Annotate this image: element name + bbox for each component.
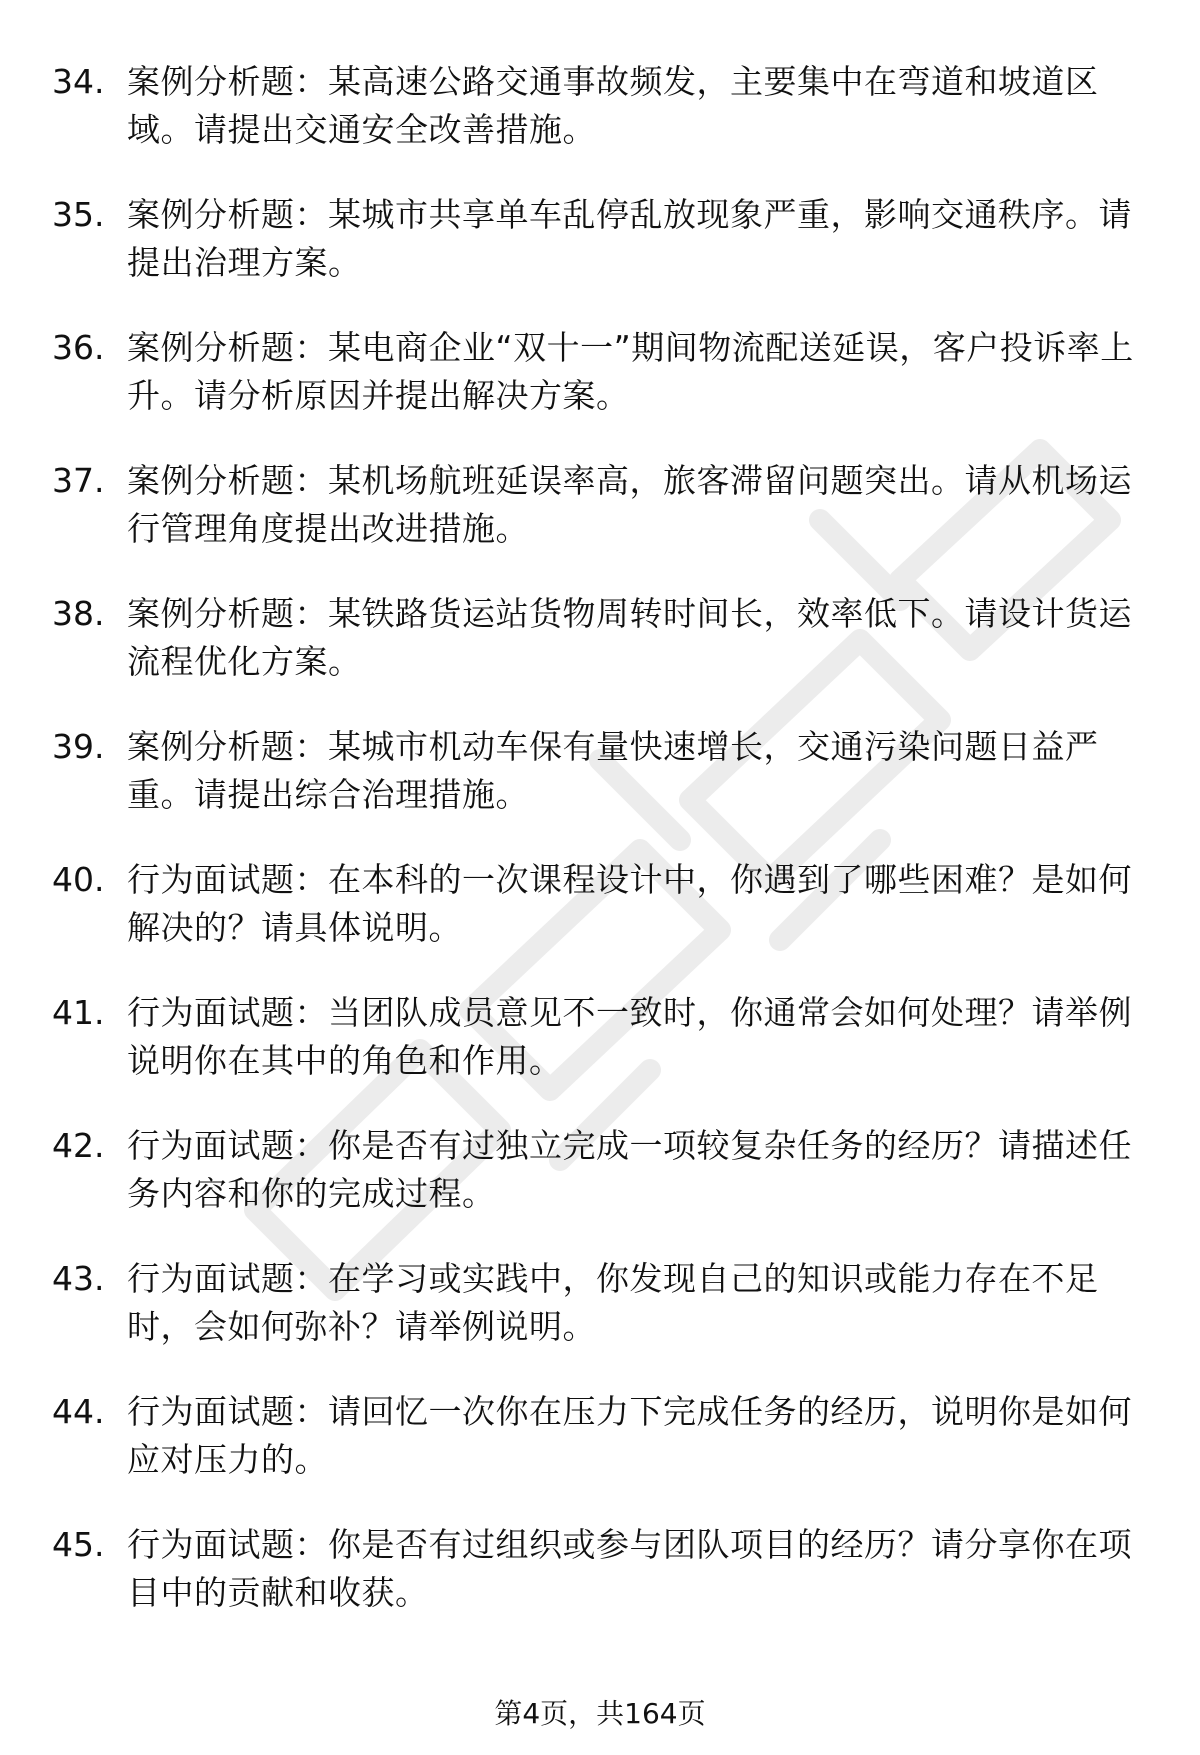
question-item	[0, 590, 1200, 723]
question-text: 行为面试题：在学习或实践中，你发现自己的知识或能力存在不足时，会如何弥补？请举例说明。	[127, 1259, 1099, 1346]
question-text: 案例分析题：某机场航班延误率高，旅客滞留问题突出。请从机场运行管理角度提出改进措施。	[127, 461, 1132, 548]
question-number: 42.	[52, 1126, 105, 1165]
question-item	[0, 1255, 1200, 1388]
question-number: 39.	[52, 727, 105, 766]
question-number: 36.	[52, 328, 105, 367]
question-text: 行为面试题：在本科的一次课程设计中，你遇到了哪些困难？是如何解决的？请具体说明。	[127, 860, 1132, 947]
question-item	[0, 856, 1200, 989]
question-list	[0, 58, 1200, 1654]
question-text: 行为面试题：你是否有过组织或参与团队项目的经历？请分享你在项目中的贡献和收获。	[127, 1525, 1132, 1612]
question-number: 44.	[52, 1392, 105, 1431]
question-text: 行为面试题：你是否有过独立完成一项较复杂任务的经历？请描述任务内容和你的完成过程。	[127, 1126, 1132, 1213]
question-number: 45.	[52, 1525, 105, 1564]
question-number: 37.	[52, 461, 105, 500]
question-text: 行为面试题：请回忆一次你在压力下完成任务的经历，说明你是如何应对压力的。	[127, 1392, 1132, 1479]
question-number: 35.	[52, 195, 105, 234]
question-text: 案例分析题：某铁路货运站货物周转时间长，效率低下。请设计货运流程优化方案。	[127, 594, 1132, 681]
question-text: 案例分析题：某城市共享单车乱停乱放现象严重，影响交通秩序。请提出治理方案。	[127, 195, 1132, 282]
question-number: 34.	[52, 62, 105, 101]
question-item	[0, 1122, 1200, 1255]
question-item	[0, 457, 1200, 590]
question-number: 40.	[52, 860, 105, 899]
question-number: 41.	[52, 993, 105, 1032]
question-item	[0, 1388, 1200, 1521]
question-item	[0, 191, 1200, 324]
page-footer: 第4页，共164页	[494, 1697, 706, 1730]
question-item	[0, 324, 1200, 457]
question-text: 案例分析题：某高速公路交通事故频发，主要集中在弯道和坡道区域。请提出交通安全改善措施。	[127, 62, 1099, 149]
question-text: 案例分析题：某电商企业“双十一”期间物流配送延误，客户投诉率上升。请分析原因并提出解决方案。	[127, 328, 1134, 415]
question-item	[0, 723, 1200, 856]
question-text: 案例分析题：某城市机动车保有量快速增长，交通污染问题日益严重。请提出综合治理措施。	[127, 727, 1099, 814]
question-number: 38.	[52, 594, 105, 633]
question-number: 43.	[52, 1259, 105, 1298]
question-text: 行为面试题：当团队成员意见不一致时，你通常会如何处理？请举例说明你在其中的角色和作用。	[127, 993, 1132, 1080]
question-item	[0, 1521, 1200, 1654]
question-item	[0, 58, 1200, 191]
question-item	[0, 989, 1200, 1122]
